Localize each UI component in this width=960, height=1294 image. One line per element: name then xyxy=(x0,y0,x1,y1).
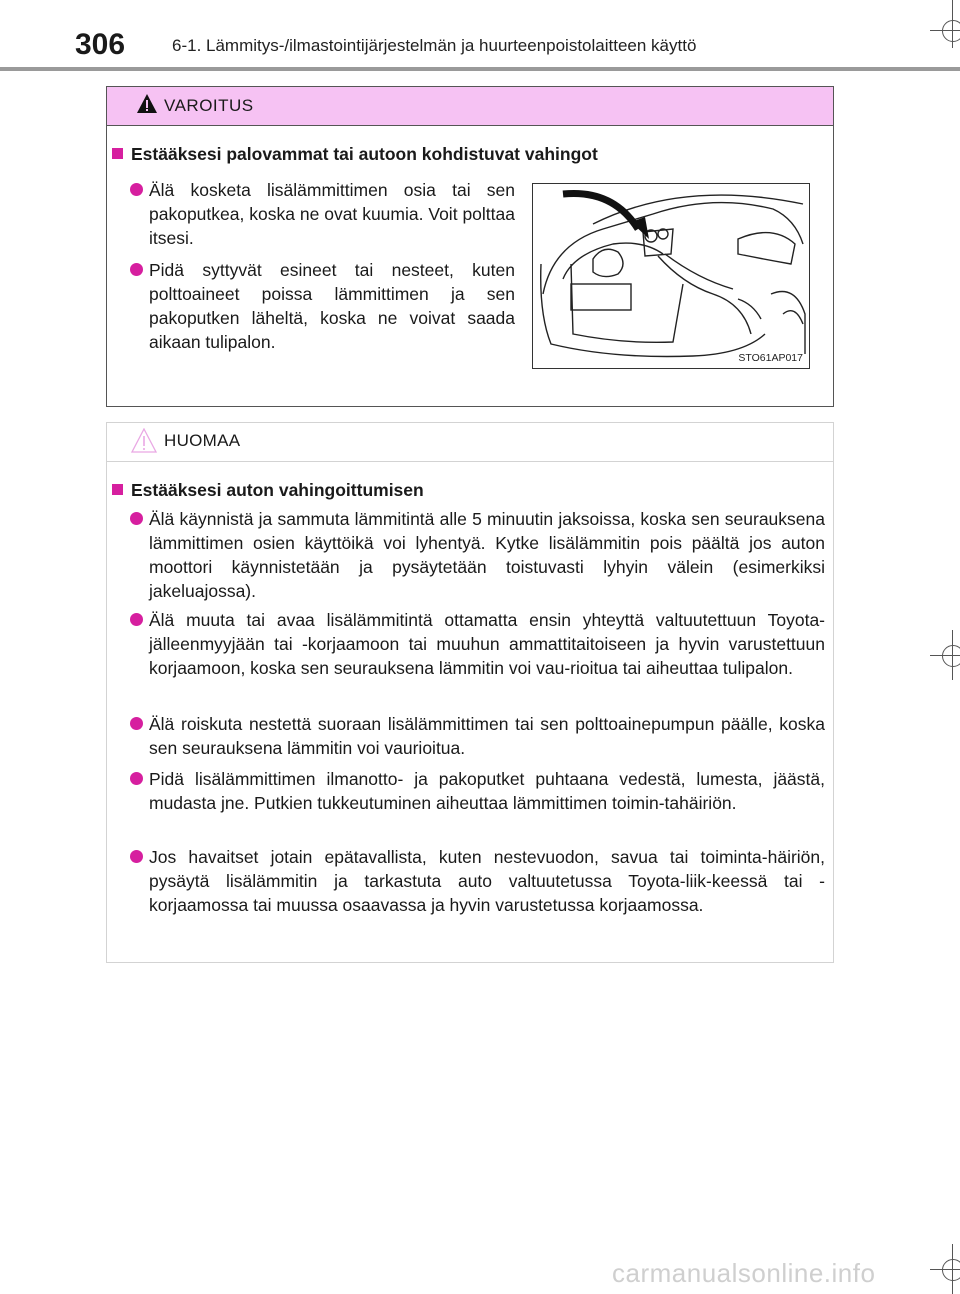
warning-header xyxy=(107,87,833,126)
crop-mark-bottom-right xyxy=(930,1244,960,1294)
chapter-title: 6-1. Lämmitys-/ilmastointijärjestelmän ja huurteenpoistolaitteen käyttö xyxy=(172,36,697,55)
illustration-code: STO61AP017 xyxy=(738,352,803,364)
bullet-dot-icon xyxy=(130,183,143,196)
crop-mark-top-right xyxy=(930,0,960,50)
bullet-dot-icon xyxy=(130,512,143,525)
heater-exhaust-illustration xyxy=(532,183,810,369)
warning-item: Älä kosketa lisälämmittimen osia tai sen pakoputkea, koska ne ovat kuumia. Voit polttaa itsesi. xyxy=(149,178,515,250)
bullet-dot-icon xyxy=(130,613,143,626)
notice-item: Älä muuta tai avaa lisälämmitintä ottamatta ensin yhteyttä valtuutettuun Toyota-jälleenmyyjään tai -korjaamoon tai muuhun ammattitaitoiseen ja hyvin varustettuun korjaamoon, koska sen seurauksena lämmitin voi vau-rioitua tai aiheuttaa tulipalon. xyxy=(149,608,825,680)
notice-item: Älä käynnistä ja sammuta lämmitintä alle 5 minuutin jaksoissa, koska sen seurauksena lämmittimen osien käyttöikä voi lyhentyä. Kytke lisälämmitin pois päältä jos auton moottori käynnistetään ja pysäytetään toistuvasti lyhyin välein (esimerkiksi jakeluajossa). xyxy=(149,507,825,603)
bullet-dot-icon xyxy=(130,263,143,276)
car-front-drawing xyxy=(533,184,809,368)
warning-item: Pidä syttyvät esineet tai nesteet, kuten polttoaineet poissa lämmittimen ja sen pakoputken läheltä, koska ne voivat saada aikaan tulipalon. xyxy=(149,258,515,354)
notice-item: Jos havaitset jotain epätavallista, kuten nestevuodon, savua tai toiminta-häiriön, pysäytä lisälämmitin ja tarkastuta auto valtuutetussa Toyota-liik-keessä tai -korjaamossa tai muussa osaavassa ja hyvin varustetussa korjaamossa. xyxy=(149,845,825,917)
notice-header xyxy=(107,423,833,462)
watermark: carmanualsonline.info xyxy=(612,1258,876,1288)
notice-item: Pidä lisälämmittimen ilmanotto- ja pakoputket puhtaana vedestä, lumesta, jäästä, mudasta jne. Putkien tukkeutuminen aiheuttaa lämmittimen toimin-tahäiriön. xyxy=(149,767,825,815)
warning-triangle-icon xyxy=(136,93,158,115)
notice-label: HUOMAA xyxy=(164,431,241,450)
warning-section-title: Estääksesi palovammat tai autoon kohdistuvat vahingot xyxy=(112,144,598,165)
bullet-dot-icon xyxy=(130,772,143,785)
notice-section-title: Estääksesi auton vahingoittumisen xyxy=(112,480,424,501)
header-divider xyxy=(0,67,960,71)
warning-label: VAROITUS xyxy=(164,96,254,115)
bullet-dot-icon xyxy=(130,717,143,730)
notice-item: Älä roiskuta nestettä suoraan lisälämmittimen tai sen polttoainepumpun päälle, koska sen seurauksena lämmitin voi vaurioitua. xyxy=(149,712,825,760)
caution-triangle-icon xyxy=(131,428,157,454)
square-bullet-icon xyxy=(112,148,123,159)
page-number: 306 xyxy=(75,28,126,61)
crop-mark-mid-right xyxy=(930,630,960,680)
square-bullet-icon xyxy=(112,484,123,495)
bullet-dot-icon xyxy=(130,850,143,863)
